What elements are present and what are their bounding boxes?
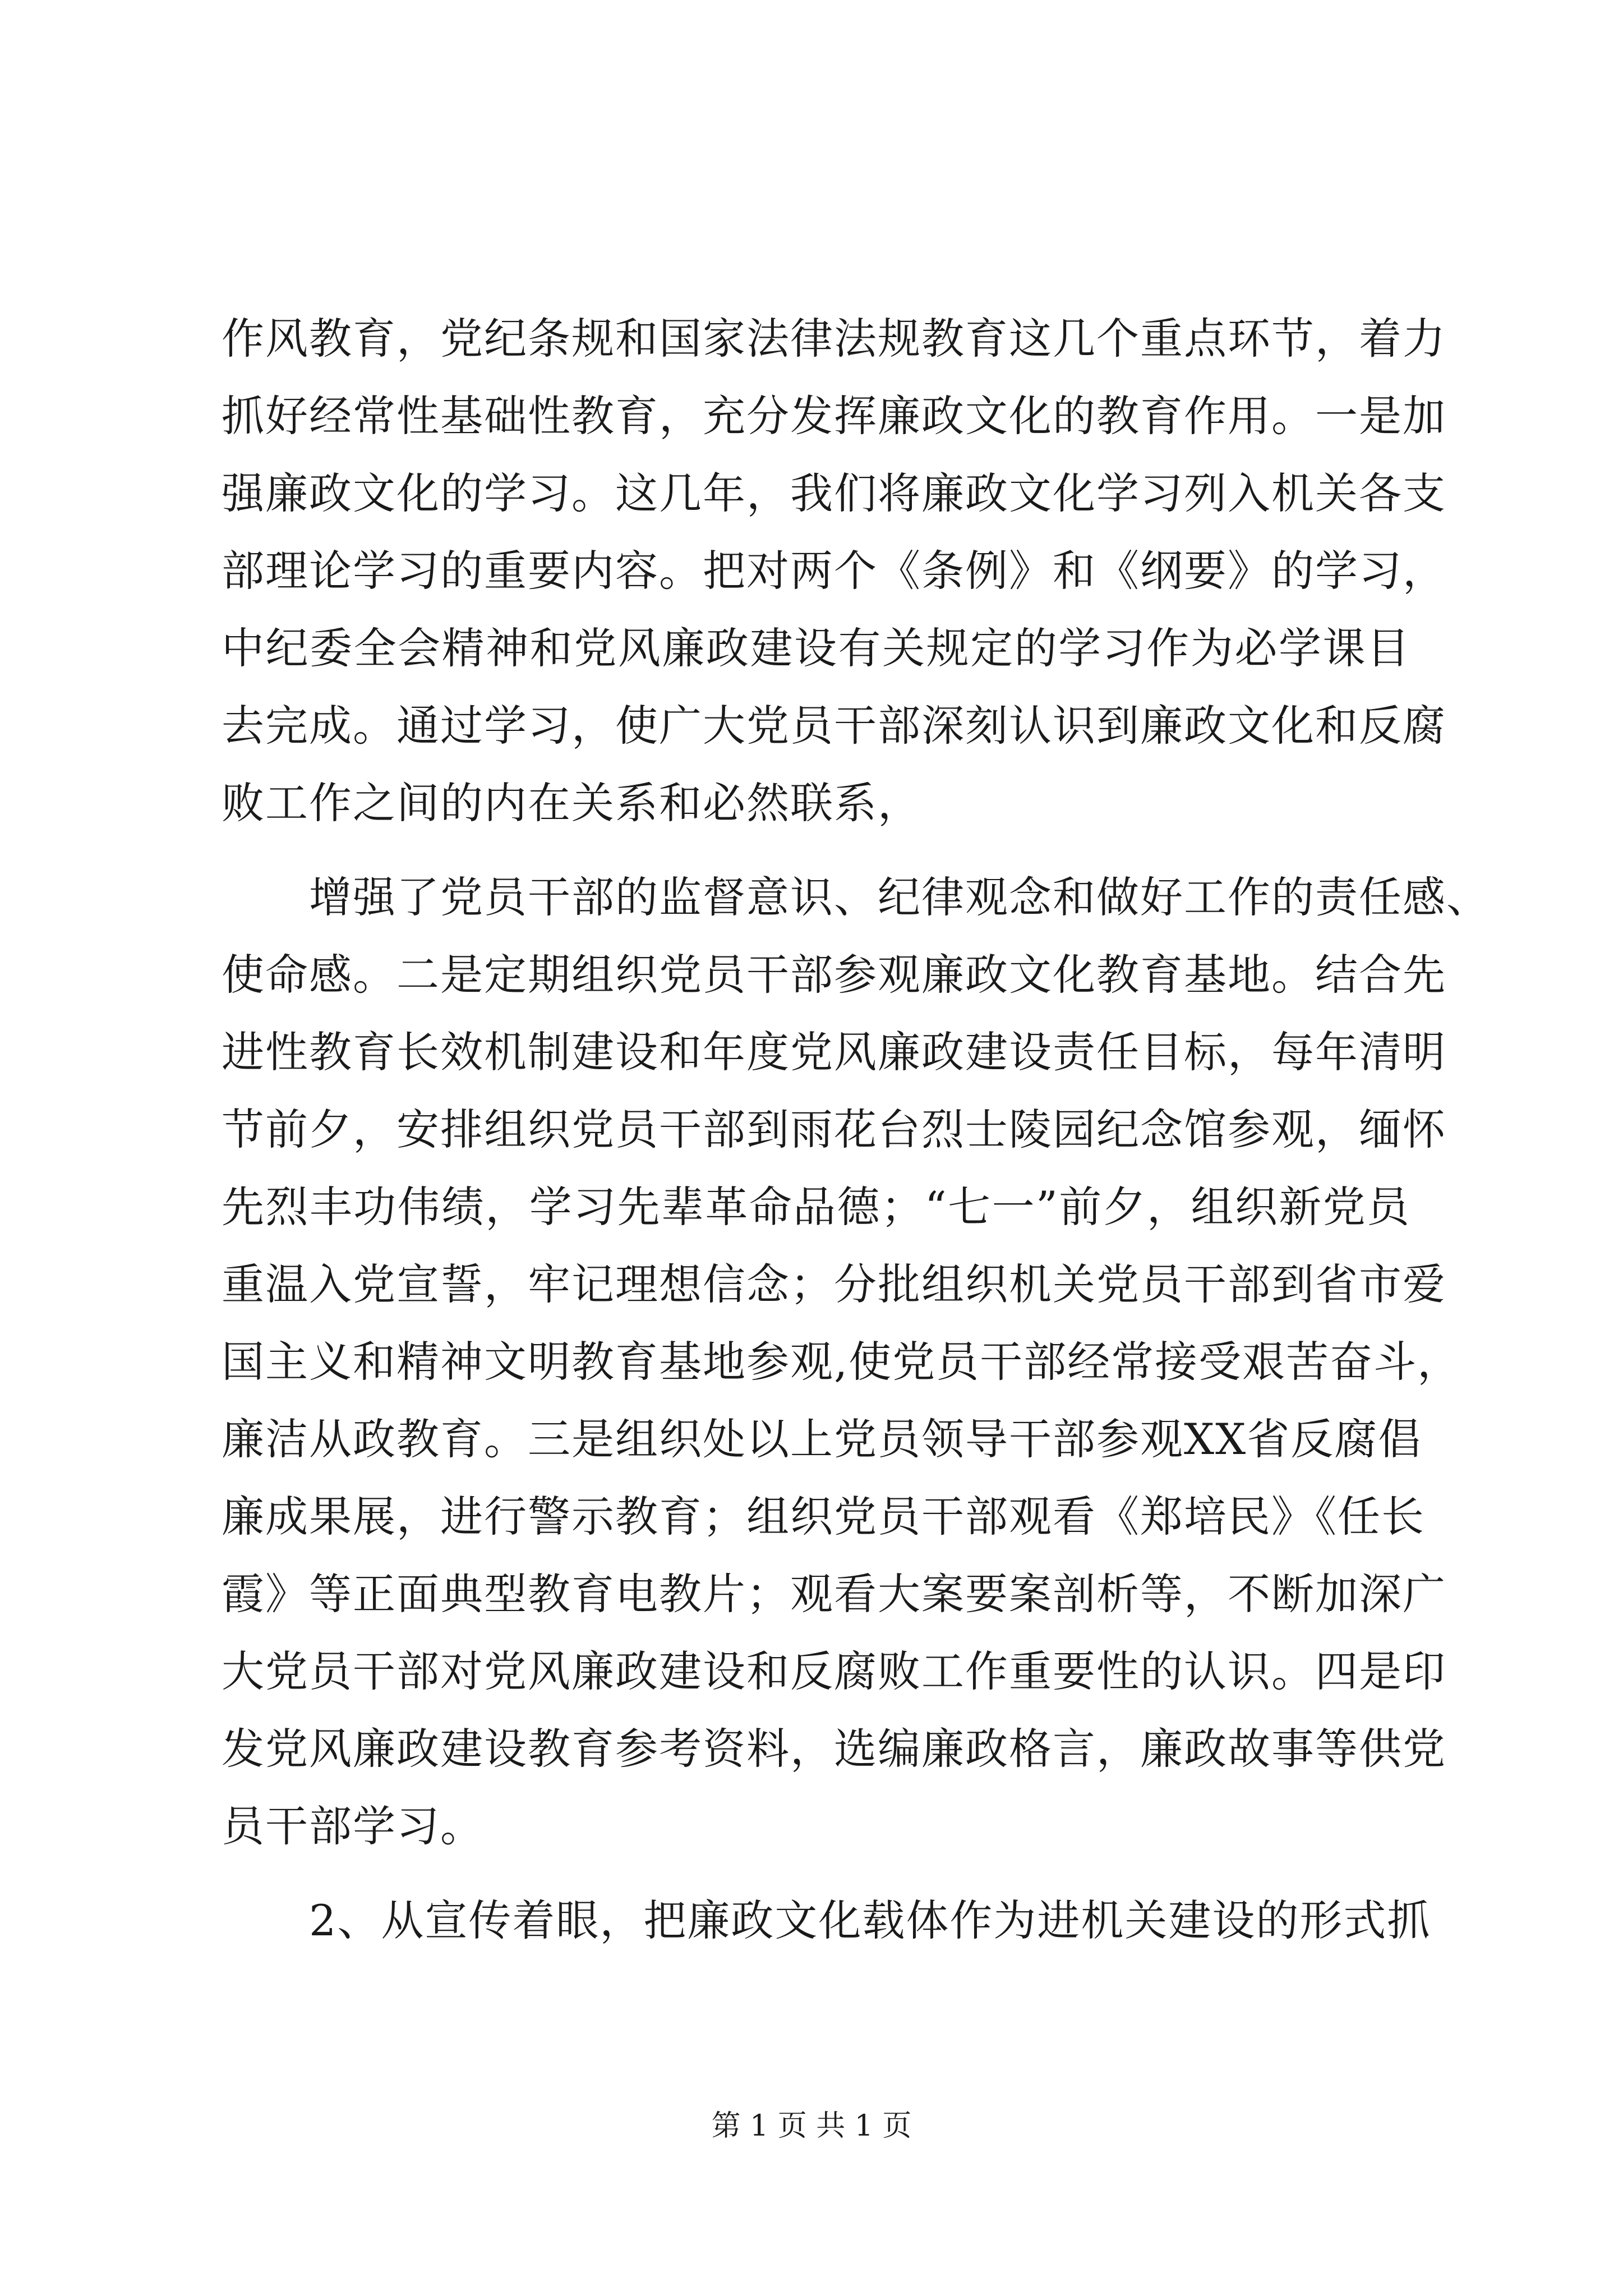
- text-line: 发党风廉政建设教育参考资料，选编廉政格言，廉政故事等供党: [222, 1724, 1446, 1774]
- text-line: 强廉政文化的学习。这几年，我们将廉政文化学习列入机关各支: [222, 468, 1446, 518]
- text-line: 2、从宣传着眼，把廉政文化载体作为进机关建设的形式抓: [222, 1895, 1431, 1945]
- text-line: 进性教育长效机制建设和年度党风廉政建设责任目标，每年清明: [222, 1027, 1446, 1077]
- text-line: 廉成果展，进行警示教育；组织党员干部观看《郑培民》《任长: [222, 1492, 1425, 1542]
- text-line: 大党员干部对党风廉政建设和反腐败工作重要性的认识。四是印: [222, 1646, 1446, 1696]
- text-line: 去完成。通过学习，使广大党员干部深刻认识到廉政文化和反腐: [222, 701, 1446, 751]
- paragraph-3: [222, 1882, 1431, 1959]
- text-line: 先烈丰功伟绩，学习先辈革命品德；“七一”前夕，组织新党员: [222, 1182, 1410, 1232]
- text-line: 部理论学习的重要内容。把对两个《条例》和《纲要》的学习，: [222, 546, 1446, 596]
- paragraph-1: [222, 300, 1446, 842]
- text-line: 国主义和精神文明教育基地参观,使党员干部经常接受艰苦奋斗，: [222, 1337, 1461, 1387]
- paragraph-spacer: [222, 842, 1410, 859]
- paragraph-2: [222, 859, 1490, 1865]
- text-line: 增强了党员干部的监督意识、纪律观念和做好工作的责任感、: [222, 872, 1490, 922]
- text-line: 使命感。二是定期组织党员干部参观廉政文化教育基地。结合先: [222, 950, 1446, 1000]
- text-line: 节前夕，安排组织党员干部到雨花台烈士陵园纪念馆参观，缅怀: [222, 1105, 1446, 1154]
- text-line: 廉洁从政教育。三是组织处以上党员领导干部参观XX省反腐倡: [222, 1414, 1422, 1464]
- text-line: 中纪委全会精神和党风廉政建设有关规定的学习作为必学课目: [222, 623, 1410, 673]
- text-line: 抓好经常性基础性教育，充分发挥廉政文化的教育作用。一是加: [222, 391, 1446, 441]
- text-line: 作风教育，党纪条规和国家法律法规教育这几个重点环节，着力: [222, 314, 1446, 364]
- text-line: 员干部学习。: [222, 1801, 484, 1851]
- paragraph-spacer: [222, 1865, 1410, 1882]
- text-line: 霞》等正面典型教育电教片；观看大案要案剖析等，不断加深广: [222, 1569, 1446, 1619]
- text-line: 败工作之间的内在关系和必然联系，: [222, 778, 921, 828]
- page-number-footer: 第 1 页 共 1 页: [711, 2109, 912, 2143]
- text-line: 重温入党宣誓，牢记理想信念；分批组织机关党员干部到省市爱: [222, 1259, 1446, 1309]
- document-body: [222, 300, 1490, 1959]
